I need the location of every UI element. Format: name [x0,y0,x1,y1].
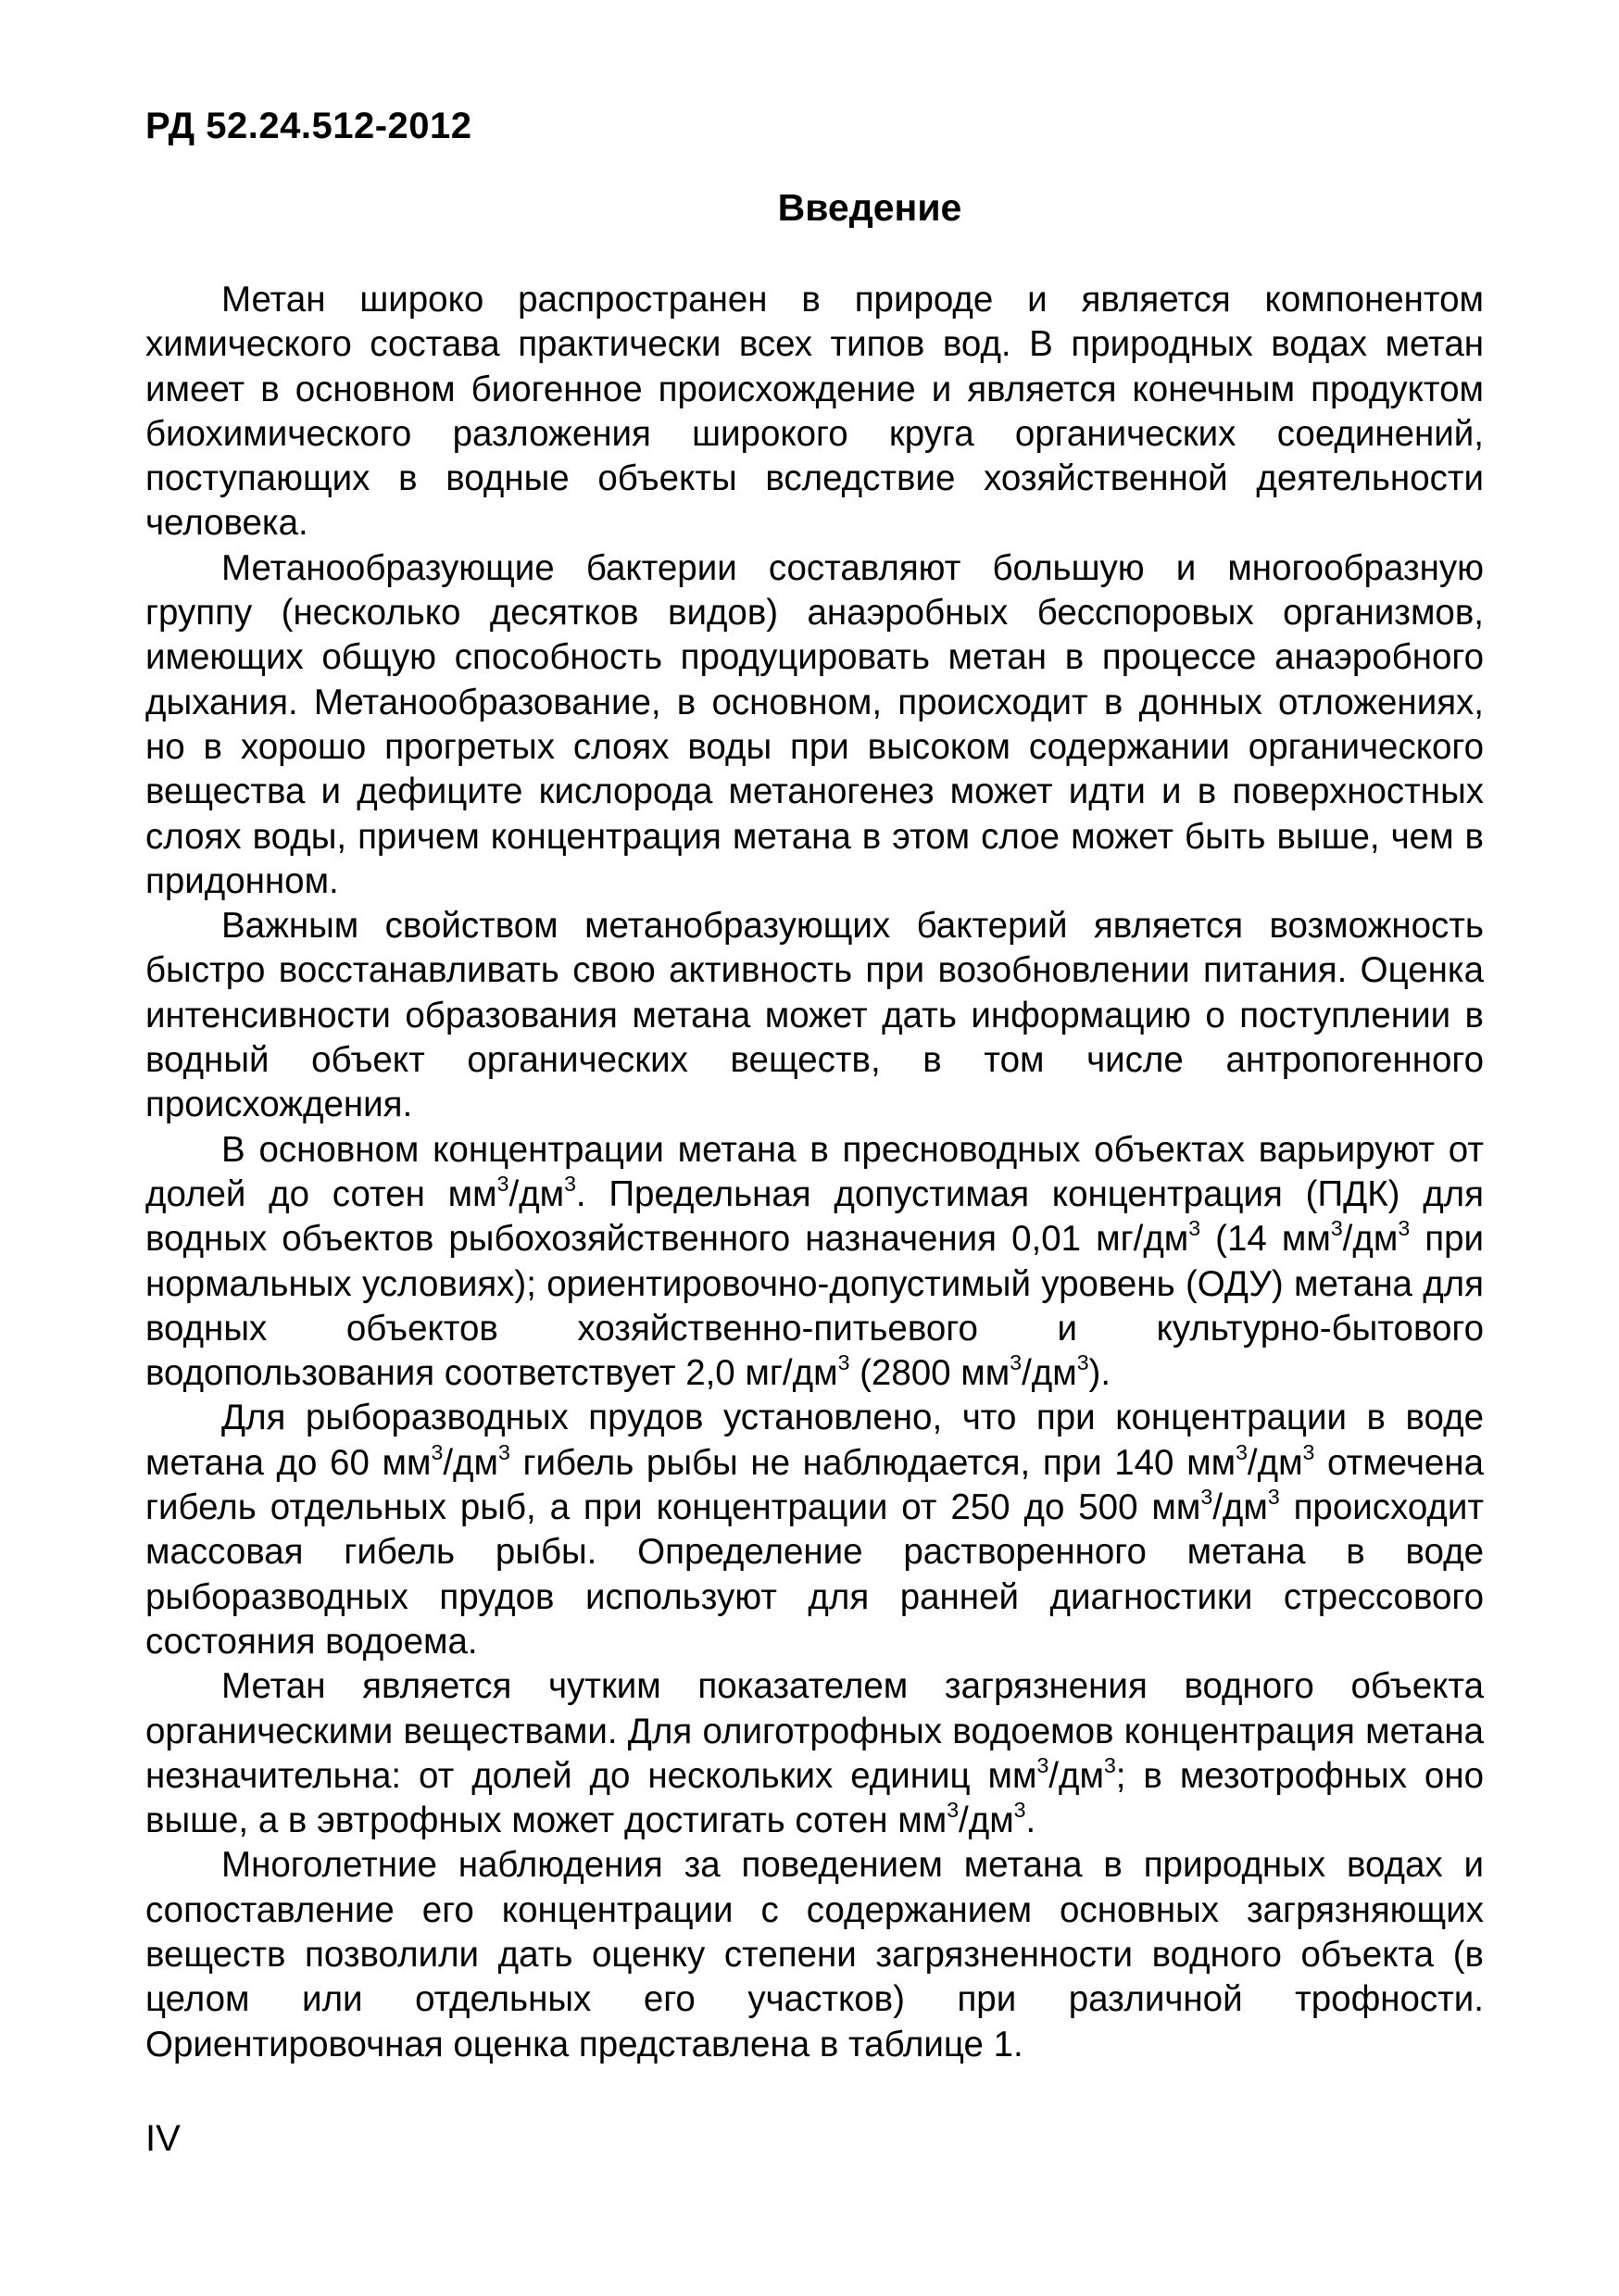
superscript: 3 [1013,1797,1026,1822]
superscript: 3 [1200,1484,1213,1509]
text-run: Для рыборазводных прудов установлено, что при концентрации в воде метана до 60 мм [145,1398,1484,1483]
text-run: Метанообразующие бактерии составляют большую и многообразную группу (несколько десятков видов) анаэробных бесспоровых организмов, имеющих общую способность продуцировать метан в процессе анаэробного дыхания. Метанообразование, в основном, происходит в донных отложениях, но в хорошо прогретых слоях воды при высоком содержании органического вещества и дефиците кислорода метаногенез может идти и в поверхностных слоях воды, причем концентрация метана в этом слое может быть выше, чем в придонном. [145,547,1484,901]
superscript: 3 [497,1439,510,1464]
text-run: /дм [1048,1755,1104,1796]
text-run: ). [1088,1353,1111,1394]
text-run: /дм [1342,1219,1399,1260]
superscript: 3 [1236,1439,1248,1464]
body-text [145,278,1484,2067]
superscript: 3 [496,1171,509,1196]
text-run: /дм [443,1442,498,1483]
paragraph [145,904,1484,1127]
paragraph [145,1843,1484,2066]
superscript: 3 [564,1171,576,1196]
section-title: Введение [777,186,962,229]
superscript: 3 [1010,1349,1023,1374]
superscript: 3 [1103,1752,1116,1777]
paragraph [145,546,1484,904]
paragraph [145,1396,1484,1664]
text-run: Многолетние наблюдения за поведением метана в природных водах и сопоставление его концентрации с содержанием основных загрязняющих веществ позволили дать оценку степени загрязненности водного объекта (в целом или отдельных его участков) при различной трофности. Ориентировочная оценка представлена в таблице 1. [145,1845,1484,2064]
text-run: В основном концентрации метана в пресноводных объектах варьируют от долей до сотен мм [145,1129,1484,1214]
paragraph [145,1664,1484,1843]
paragraph [145,278,1484,546]
text-run: происходит массовая гибель рыбы. Определение растворенного метана в воде рыборазводных прудов используют для ранней диагностики стрессового состояния водоема. [145,1487,1484,1662]
document-code: РД 52.24.512-2012 [145,106,472,146]
text-run: при нормальных условиях); ориентировочно-допустимый уровень (ОДУ) метана для водных объектов хозяйственно-питьевого и культурно-бытового водопользования соответствует 2,0 мг/дм [145,1219,1484,1394]
paragraph [145,1128,1484,1397]
text-run: /дм [508,1173,565,1214]
superscript: 3 [837,1349,850,1374]
text-run: гибель рыбы не наблюдается, при 140 мм [509,1442,1236,1483]
text-run: . [1025,1800,1036,1841]
superscript: 3 [1036,1752,1049,1777]
text-run: (14 мм [1200,1219,1331,1260]
text-run: /дм [1212,1487,1268,1528]
text-run: ; в мезотрофных оно выше, а в эвтрофных может достигать сотен мм [145,1755,1484,1841]
superscript: 3 [1267,1484,1280,1509]
text-run: /дм [959,1800,1014,1841]
text-run: Метан является чутким показателем загрязнения водного объекта органическими веществами. Для олиготрофных водоемов концентрация метана незначительна: от долей до нескольких единиц мм [145,1666,1484,1796]
page-number: IV [145,2118,181,2159]
text-run: /дм [1022,1353,1077,1394]
text-run: Важным свойством метанобразующих бактерий является возможность быстро восстанавливать свою активность при возобновлении питания. Оценка интенсивности образования метана может дать информацию о поступлении в водный объект органических веществ, в том числе антропогенного происхождения. [145,906,1484,1125]
superscript: 3 [1330,1216,1343,1241]
superscript: 3 [1302,1439,1315,1464]
text-run: /дм [1247,1442,1303,1483]
superscript: 3 [1398,1216,1411,1241]
text-run: . Предельная допустимая концентрация (ПДК) для водных объектов рыбохозяйственного назначения 0,01 мг/дм [145,1173,1484,1260]
text-run: отмечена гибель отдельных рыб, а при концентрации от 250 до 500 мм [145,1442,1484,1528]
superscript: 3 [1076,1349,1089,1374]
superscript: 3 [431,1439,444,1464]
text-run: (2800 мм [849,1353,1010,1394]
superscript: 3 [947,1797,960,1822]
text-run: Метан широко распространен в природе и является компонентом химического состава практически всех типов вод. В природных водах метан имеет в основном биогенное происхождение и является конечным продуктом биохимического разложения широкого круга органических соединений, поступающих в водные объекты вследствие хозяйственной деятельности человека. [145,280,1484,544]
superscript: 3 [1188,1216,1201,1241]
